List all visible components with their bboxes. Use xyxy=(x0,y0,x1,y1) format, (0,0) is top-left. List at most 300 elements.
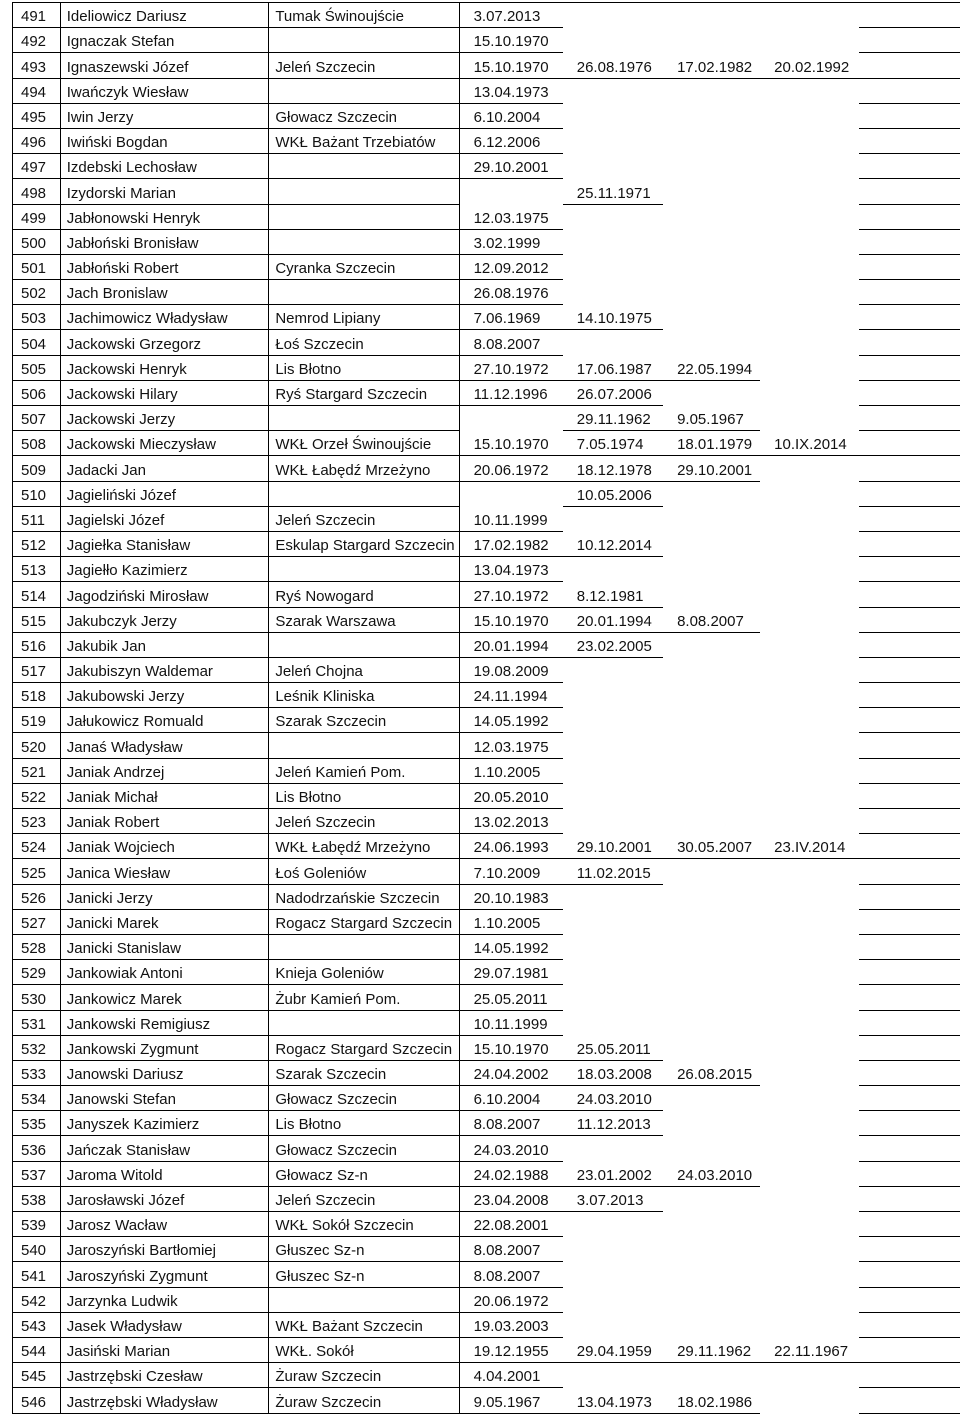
date-3 xyxy=(663,280,760,305)
date-1: 8.08.2007 xyxy=(459,1262,563,1287)
table-row xyxy=(13,733,960,758)
date-1: 6.10.2004 xyxy=(459,1086,563,1111)
date-1 xyxy=(459,179,563,204)
date-1: 29.07.1981 xyxy=(459,960,563,985)
table-row xyxy=(13,1388,960,1413)
member-name: Janicki Marek xyxy=(60,909,269,934)
date-4 xyxy=(760,280,859,305)
date-1: 13.04.1973 xyxy=(459,78,563,103)
member-name: Izdebski Lechosław xyxy=(60,154,269,179)
date-4 xyxy=(760,531,859,556)
date-3 xyxy=(663,254,760,279)
table-row xyxy=(13,985,960,1010)
member-name: Jagieliński Józef xyxy=(60,481,269,506)
table-row xyxy=(13,1212,960,1237)
club-name: Lis Błotno xyxy=(269,355,459,380)
date-3 xyxy=(663,229,760,254)
date-3 xyxy=(663,506,760,531)
date-1: 19.08.2009 xyxy=(459,657,563,682)
table-row xyxy=(13,330,960,355)
date-2: 11.12.2013 xyxy=(563,1111,663,1136)
row-number: 517 xyxy=(13,657,61,682)
table-row xyxy=(13,1186,960,1211)
club-name: Jeleń Szczecin xyxy=(269,809,459,834)
date-1: 14.05.1992 xyxy=(459,934,563,959)
date-2 xyxy=(563,254,663,279)
club-name: Łoś Szczecin xyxy=(269,330,459,355)
club-name xyxy=(269,1287,459,1312)
date-3: 8.08.2007 xyxy=(663,607,760,632)
date-2 xyxy=(563,3,663,28)
club-name: Jeleń Kamień Pom. xyxy=(269,758,459,783)
table-row xyxy=(13,229,960,254)
member-name: Jaroszyński Bartłomiej xyxy=(60,1237,269,1262)
member-name: Janiak Michał xyxy=(60,783,269,808)
member-name: Jagiełło Kazimierz xyxy=(60,557,269,582)
empty-cell xyxy=(859,1388,960,1413)
empty-cell xyxy=(859,1161,960,1186)
member-name: Jańczak Stanisław xyxy=(60,1136,269,1161)
date-3: 30.05.2007 xyxy=(663,834,760,859)
date-4 xyxy=(760,3,859,28)
row-number: 534 xyxy=(13,1086,61,1111)
date-2 xyxy=(563,280,663,305)
empty-cell xyxy=(859,985,960,1010)
date-2 xyxy=(563,657,663,682)
club-name xyxy=(269,632,459,657)
date-1: 22.08.2001 xyxy=(459,1212,563,1237)
date-4 xyxy=(760,884,859,909)
empty-cell xyxy=(859,1035,960,1060)
club-name: Nemrod Lipiany xyxy=(269,305,459,330)
date-1: 10.11.1999 xyxy=(459,506,563,531)
date-4 xyxy=(760,229,859,254)
row-number: 543 xyxy=(13,1312,61,1337)
row-number: 533 xyxy=(13,1060,61,1085)
member-name: Jach Bronislaw xyxy=(60,280,269,305)
club-name: WKŁ Bażant Szczecin xyxy=(269,1312,459,1337)
table-row xyxy=(13,128,960,153)
table-row xyxy=(13,960,960,985)
club-name xyxy=(269,733,459,758)
row-number: 495 xyxy=(13,103,61,128)
date-3 xyxy=(663,330,760,355)
date-2 xyxy=(563,683,663,708)
table-row xyxy=(13,280,960,305)
table-row xyxy=(13,3,960,28)
date-1: 6.12.2006 xyxy=(459,128,563,153)
date-3 xyxy=(663,683,760,708)
empty-cell xyxy=(859,154,960,179)
empty-cell xyxy=(859,809,960,834)
empty-cell xyxy=(859,1237,960,1262)
club-name: Ryś Stargard Szczecin xyxy=(269,380,459,405)
club-name xyxy=(269,154,459,179)
date-4: 22.11.1967 xyxy=(760,1337,859,1362)
club-name: Ryś Nowogard xyxy=(269,582,459,607)
date-3 xyxy=(663,128,760,153)
table-row xyxy=(13,1161,960,1186)
date-2: 26.08.1976 xyxy=(563,53,663,78)
empty-cell xyxy=(859,305,960,330)
date-3 xyxy=(663,1086,760,1111)
empty-cell xyxy=(859,884,960,909)
empty-cell xyxy=(859,733,960,758)
date-1: 19.03.2003 xyxy=(459,1312,563,1337)
table-row xyxy=(13,204,960,229)
date-2 xyxy=(563,204,663,229)
date-2: 23.01.2002 xyxy=(563,1161,663,1186)
table-row xyxy=(13,607,960,632)
date-1: 15.10.1970 xyxy=(459,1035,563,1060)
club-name: Łoś Goleniów xyxy=(269,859,459,884)
date-2: 25.11.1971 xyxy=(563,179,663,204)
member-name: Jankowicz Marek xyxy=(60,985,269,1010)
member-name: Jagiełka Stanisław xyxy=(60,531,269,556)
table-row xyxy=(13,834,960,859)
date-4 xyxy=(760,1010,859,1035)
member-name: Jarzynka Ludwik xyxy=(60,1287,269,1312)
date-4 xyxy=(760,128,859,153)
date-2 xyxy=(563,1363,663,1388)
date-3 xyxy=(663,531,760,556)
date-4 xyxy=(760,1287,859,1312)
date-1: 17.02.1982 xyxy=(459,531,563,556)
date-4 xyxy=(760,380,859,405)
date-4 xyxy=(760,632,859,657)
date-4 xyxy=(760,557,859,582)
date-3 xyxy=(663,657,760,682)
date-1: 9.05.1967 xyxy=(459,1388,563,1413)
date-4 xyxy=(760,1212,859,1237)
row-number: 524 xyxy=(13,834,61,859)
table-row xyxy=(13,909,960,934)
row-number: 540 xyxy=(13,1237,61,1262)
date-1: 14.05.1992 xyxy=(459,708,563,733)
row-number: 521 xyxy=(13,758,61,783)
member-name: Janicki Stanislaw xyxy=(60,934,269,959)
member-table-body xyxy=(13,3,960,1414)
date-4 xyxy=(760,909,859,934)
table-row xyxy=(13,1337,960,1362)
date-3 xyxy=(663,3,760,28)
empty-cell xyxy=(859,280,960,305)
row-number: 541 xyxy=(13,1262,61,1287)
table-row xyxy=(13,582,960,607)
club-name xyxy=(269,557,459,582)
club-name: Eskulap Stargard Szczecin xyxy=(269,531,459,556)
date-4 xyxy=(760,204,859,229)
date-4 xyxy=(760,305,859,330)
club-name: WKŁ. Sokół xyxy=(269,1337,459,1362)
date-3 xyxy=(663,1136,760,1161)
date-3 xyxy=(663,1287,760,1312)
row-number: 532 xyxy=(13,1035,61,1060)
club-name: Jeleń Szczecin xyxy=(269,53,459,78)
row-number: 496 xyxy=(13,128,61,153)
empty-cell xyxy=(859,330,960,355)
row-number: 518 xyxy=(13,683,61,708)
table-row xyxy=(13,1035,960,1060)
empty-cell xyxy=(859,78,960,103)
row-number: 507 xyxy=(13,406,61,431)
date-4 xyxy=(760,1060,859,1085)
club-name: Głuszec Sz-n xyxy=(269,1237,459,1262)
date-2 xyxy=(563,909,663,934)
table-row xyxy=(13,934,960,959)
date-2 xyxy=(563,1262,663,1287)
empty-cell xyxy=(859,909,960,934)
date-1: 8.08.2007 xyxy=(459,330,563,355)
date-2: 25.05.2011 xyxy=(563,1035,663,1060)
empty-cell xyxy=(859,557,960,582)
date-2: 10.05.2006 xyxy=(563,481,663,506)
date-4 xyxy=(760,179,859,204)
date-3: 29.10.2001 xyxy=(663,456,760,481)
date-3: 9.05.1967 xyxy=(663,406,760,431)
table-row xyxy=(13,506,960,531)
table-row xyxy=(13,531,960,556)
row-number: 519 xyxy=(13,708,61,733)
row-number: 537 xyxy=(13,1161,61,1186)
club-name: Lis Błotno xyxy=(269,783,459,808)
row-number: 497 xyxy=(13,154,61,179)
member-name: Jabłonowski Henryk xyxy=(60,204,269,229)
empty-cell xyxy=(859,179,960,204)
member-name: Jackowski Hilary xyxy=(60,380,269,405)
member-name: Iwańczyk Wiesław xyxy=(60,78,269,103)
table-row xyxy=(13,859,960,884)
date-4 xyxy=(760,154,859,179)
date-2 xyxy=(563,960,663,985)
date-2 xyxy=(563,103,663,128)
date-3 xyxy=(663,960,760,985)
empty-cell xyxy=(859,632,960,657)
date-4 xyxy=(760,934,859,959)
empty-cell xyxy=(859,456,960,481)
date-2: 23.02.2005 xyxy=(563,632,663,657)
empty-cell xyxy=(859,1111,960,1136)
table-row xyxy=(13,179,960,204)
empty-cell xyxy=(859,582,960,607)
date-3 xyxy=(663,179,760,204)
member-name: Ideliowicz Dariusz xyxy=(60,3,269,28)
date-2 xyxy=(563,1237,663,1262)
date-1: 11.12.1996 xyxy=(459,380,563,405)
date-3 xyxy=(663,1035,760,1060)
table-row xyxy=(13,1312,960,1337)
date-2 xyxy=(563,1287,663,1312)
row-number: 544 xyxy=(13,1337,61,1362)
row-number: 536 xyxy=(13,1136,61,1161)
club-name xyxy=(269,204,459,229)
member-name: Jagielski Józef xyxy=(60,506,269,531)
empty-cell xyxy=(859,1086,960,1111)
table-row xyxy=(13,406,960,431)
row-number: 493 xyxy=(13,53,61,78)
table-row xyxy=(13,1237,960,1262)
date-2 xyxy=(563,809,663,834)
empty-cell xyxy=(859,406,960,431)
row-number: 510 xyxy=(13,481,61,506)
date-2: 3.07.2013 xyxy=(563,1186,663,1211)
date-3 xyxy=(663,1111,760,1136)
date-3 xyxy=(663,103,760,128)
empty-cell xyxy=(859,859,960,884)
date-1: 15.10.1970 xyxy=(459,53,563,78)
row-number: 499 xyxy=(13,204,61,229)
date-2 xyxy=(563,557,663,582)
club-name: Szarak Szczecin xyxy=(269,1060,459,1085)
member-name: Janiak Wojciech xyxy=(60,834,269,859)
empty-cell xyxy=(859,380,960,405)
date-3: 18.02.1986 xyxy=(663,1388,760,1413)
club-name: WKŁ Łabędź Mrzeżyno xyxy=(269,456,459,481)
club-name xyxy=(269,406,459,431)
date-4 xyxy=(760,1388,859,1413)
date-4 xyxy=(760,330,859,355)
row-number: 500 xyxy=(13,229,61,254)
member-name: Iwiński Bogdan xyxy=(60,128,269,153)
date-2: 26.07.2006 xyxy=(563,380,663,405)
date-3 xyxy=(663,632,760,657)
empty-cell xyxy=(859,607,960,632)
table-row xyxy=(13,1136,960,1161)
date-4 xyxy=(760,708,859,733)
club-name: Jeleń Chojna xyxy=(269,657,459,682)
row-number: 508 xyxy=(13,431,61,456)
date-4 xyxy=(760,783,859,808)
member-name: Jałukowicz Romuald xyxy=(60,708,269,733)
date-1: 27.10.1972 xyxy=(459,582,563,607)
date-4: 23.IV.2014 xyxy=(760,834,859,859)
table-row xyxy=(13,809,960,834)
club-name: Rogacz Stargard Szczecin xyxy=(269,1035,459,1060)
member-name: Jachimowicz Władysław xyxy=(60,305,269,330)
date-3: 22.05.1994 xyxy=(663,355,760,380)
row-number: 504 xyxy=(13,330,61,355)
row-number: 527 xyxy=(13,909,61,934)
date-3 xyxy=(663,1212,760,1237)
club-name: Żuraw Szczecin xyxy=(269,1363,459,1388)
club-name: Głowacz Szczecin xyxy=(269,103,459,128)
date-4 xyxy=(760,733,859,758)
empty-cell xyxy=(859,1262,960,1287)
club-name: WKŁ Sokół Szczecin xyxy=(269,1212,459,1237)
empty-cell xyxy=(859,481,960,506)
empty-cell xyxy=(859,1337,960,1362)
date-2 xyxy=(563,506,663,531)
club-name xyxy=(269,229,459,254)
date-4 xyxy=(760,506,859,531)
club-name: WKŁ Bażant Trzebiatów xyxy=(269,128,459,153)
date-4: 10.IX.2014 xyxy=(760,431,859,456)
club-name: Nadodrzańskie Szczecin xyxy=(269,884,459,909)
row-number: 512 xyxy=(13,531,61,556)
member-name: Jackowski Mieczysław xyxy=(60,431,269,456)
member-name: Janicki Jerzy xyxy=(60,884,269,909)
date-1 xyxy=(459,481,563,506)
date-2: 29.04.1959 xyxy=(563,1337,663,1362)
date-4 xyxy=(760,657,859,682)
empty-cell xyxy=(859,204,960,229)
member-name: Jankowski Remigiusz xyxy=(60,1010,269,1035)
member-name: Janyszek Kazimierz xyxy=(60,1111,269,1136)
table-row xyxy=(13,380,960,405)
date-4 xyxy=(760,1237,859,1262)
date-3 xyxy=(663,733,760,758)
table-row xyxy=(13,1060,960,1085)
row-number: 525 xyxy=(13,859,61,884)
date-3: 17.02.1982 xyxy=(663,53,760,78)
table-row xyxy=(13,1086,960,1111)
empty-cell xyxy=(859,834,960,859)
date-2: 17.06.1987 xyxy=(563,355,663,380)
date-4: 20.02.1992 xyxy=(760,53,859,78)
club-name: Głowacz Sz-n xyxy=(269,1161,459,1186)
empty-cell xyxy=(859,708,960,733)
date-1: 10.11.1999 xyxy=(459,1010,563,1035)
table-row xyxy=(13,456,960,481)
date-1: 20.06.1972 xyxy=(459,1287,563,1312)
date-1: 1.10.2005 xyxy=(459,758,563,783)
empty-cell xyxy=(859,1136,960,1161)
date-2 xyxy=(563,1010,663,1035)
date-3 xyxy=(663,783,760,808)
club-name: Jeleń Szczecin xyxy=(269,1186,459,1211)
club-name: Głowacz Szczecin xyxy=(269,1086,459,1111)
date-4 xyxy=(760,859,859,884)
member-name: Jaroma Witold xyxy=(60,1161,269,1186)
table-row xyxy=(13,683,960,708)
date-3 xyxy=(663,204,760,229)
date-3 xyxy=(663,1186,760,1211)
member-name: Jagodziński Mirosław xyxy=(60,582,269,607)
date-3 xyxy=(663,884,760,909)
club-name xyxy=(269,481,459,506)
date-3 xyxy=(663,78,760,103)
date-2 xyxy=(563,985,663,1010)
date-3 xyxy=(663,1363,760,1388)
date-3: 26.08.2015 xyxy=(663,1060,760,1085)
date-2: 20.01.1994 xyxy=(563,607,663,632)
date-2 xyxy=(563,229,663,254)
table-row xyxy=(13,53,960,78)
table-row xyxy=(13,758,960,783)
row-number: 509 xyxy=(13,456,61,481)
date-4 xyxy=(760,960,859,985)
date-1: 23.04.2008 xyxy=(459,1186,563,1211)
club-name xyxy=(269,78,459,103)
club-name: Żuraw Szczecin xyxy=(269,1388,459,1413)
date-3 xyxy=(663,305,760,330)
date-2: 14.10.1975 xyxy=(563,305,663,330)
date-2: 11.02.2015 xyxy=(563,859,663,884)
date-4 xyxy=(760,481,859,506)
table-row xyxy=(13,355,960,380)
empty-cell xyxy=(859,53,960,78)
empty-cell xyxy=(859,103,960,128)
date-3 xyxy=(663,859,760,884)
date-3: 18.01.1979 xyxy=(663,431,760,456)
date-3 xyxy=(663,481,760,506)
date-4 xyxy=(760,1136,859,1161)
date-1: 12.03.1975 xyxy=(459,204,563,229)
table-row xyxy=(13,305,960,330)
row-number: 546 xyxy=(13,1388,61,1413)
empty-cell xyxy=(859,1010,960,1035)
date-1: 1.10.2005 xyxy=(459,909,563,934)
